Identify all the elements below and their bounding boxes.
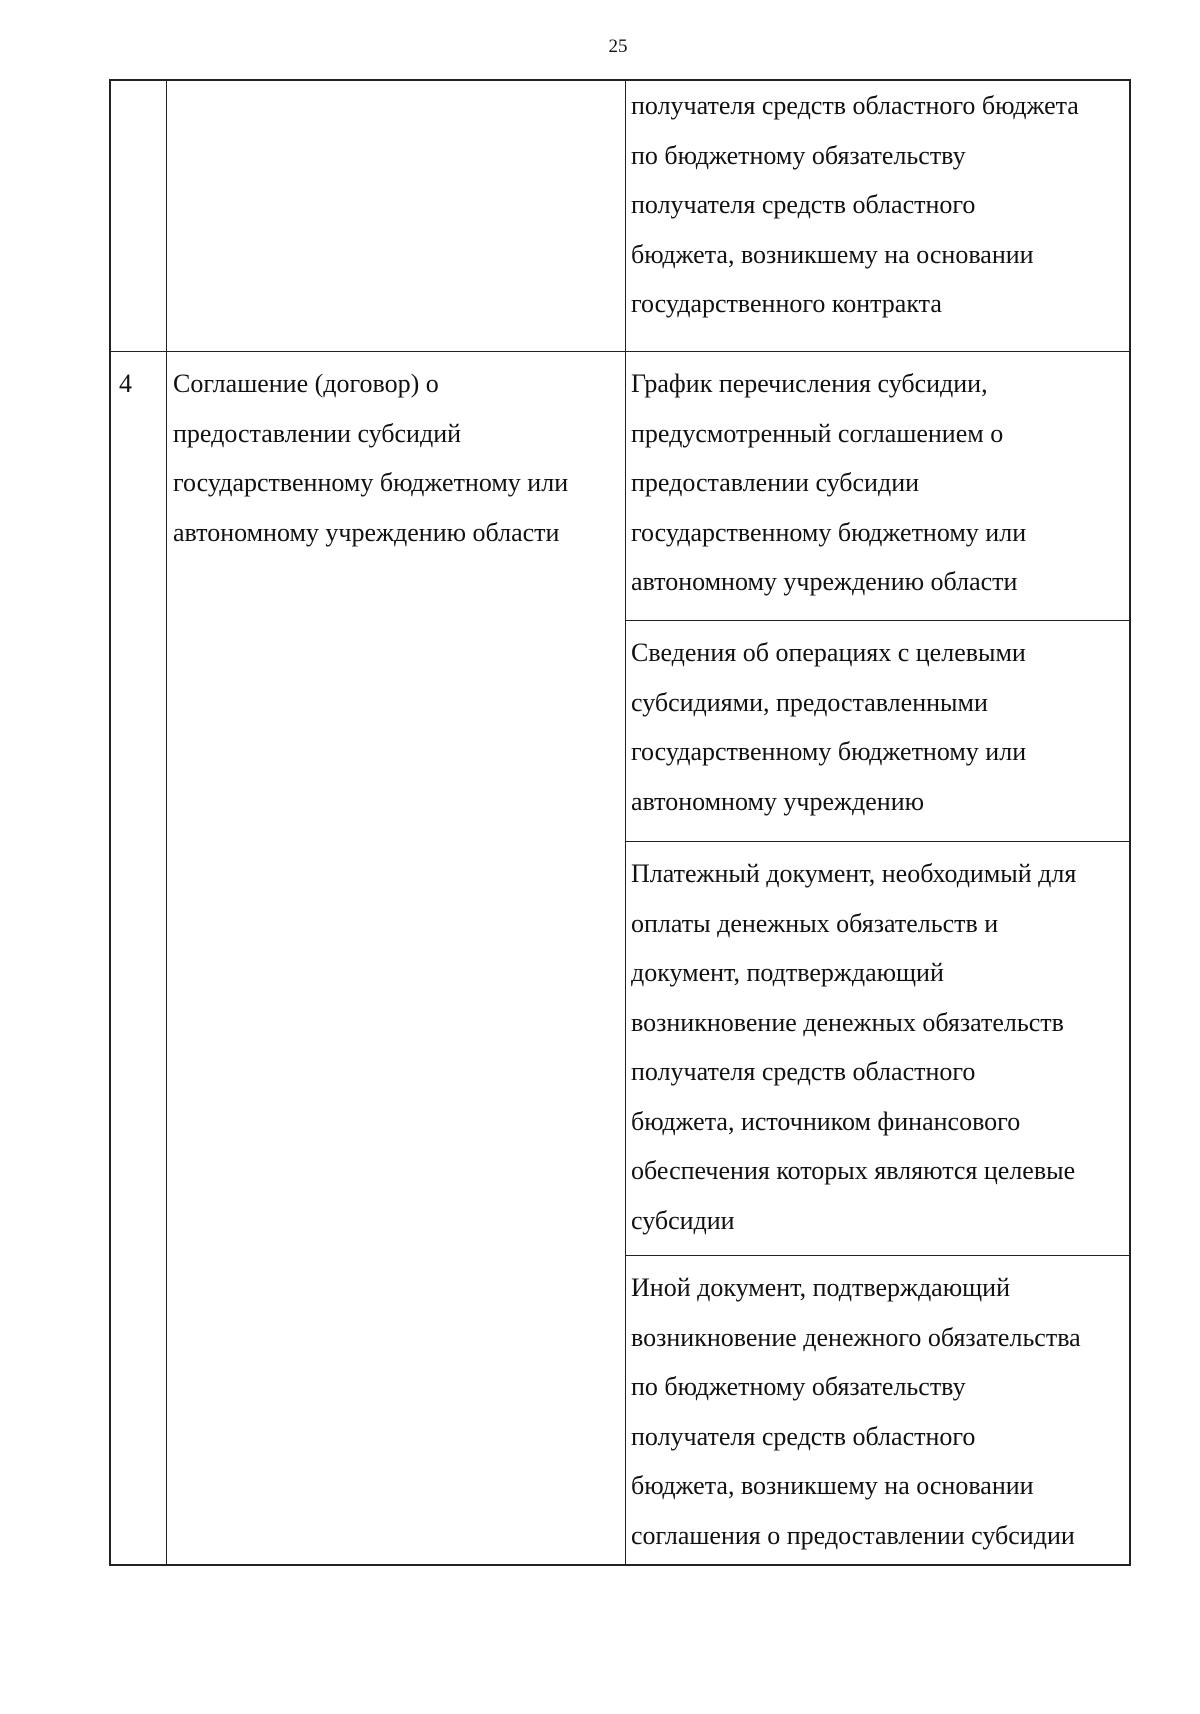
row-divider-grounds-2: [625, 841, 1129, 842]
column-divider-document: [625, 81, 626, 1564]
column-divider-number: [166, 81, 167, 1564]
row-divider-grounds-3: [625, 1255, 1129, 1256]
row-divider-row4: [111, 351, 1129, 352]
continuation-grounds-cell: получателя средств областного бюджета по бюджетному обязательству получателя средств областного бюджета, возникшему на основании государственного контракта: [631, 91, 1079, 318]
grounds-cell-operations-info: Сведения об операциях с целевыми субсидиями, предоставленными государственному бюджетному или автономному учреждению: [631, 638, 1027, 816]
document-name-cell: Соглашение (договор) о предоставлении субсидий государственному бюджетному или автономному учреждению области: [173, 369, 569, 547]
row-number-cell: 4: [119, 369, 132, 398]
documents-table: [109, 79, 1131, 1566]
page-number: 25: [608, 36, 628, 57]
grounds-cell-schedule: График перечисления субсидии, предусмотренный соглашением о предоставлении субсидии государственному бюджетному или автономному учреждению области: [631, 369, 1027, 596]
grounds-cell-other-document: Иной документ, подтверждающий возникновение денежного обязательства по бюджетному обязательству получателя средств областного бюджета, возникшему на основании соглашения о предоставлении субсидии: [631, 1273, 1081, 1550]
grounds-cell-payment-document: Платежный документ, необходимый для оплаты денежных обязательств и документ, подтверждающий возникновение денежных обязательств получателя средств областного бюджета, источником финансового обеспечения которых являются целевые субсидии: [631, 859, 1077, 1235]
row-divider-grounds-1: [625, 620, 1129, 621]
